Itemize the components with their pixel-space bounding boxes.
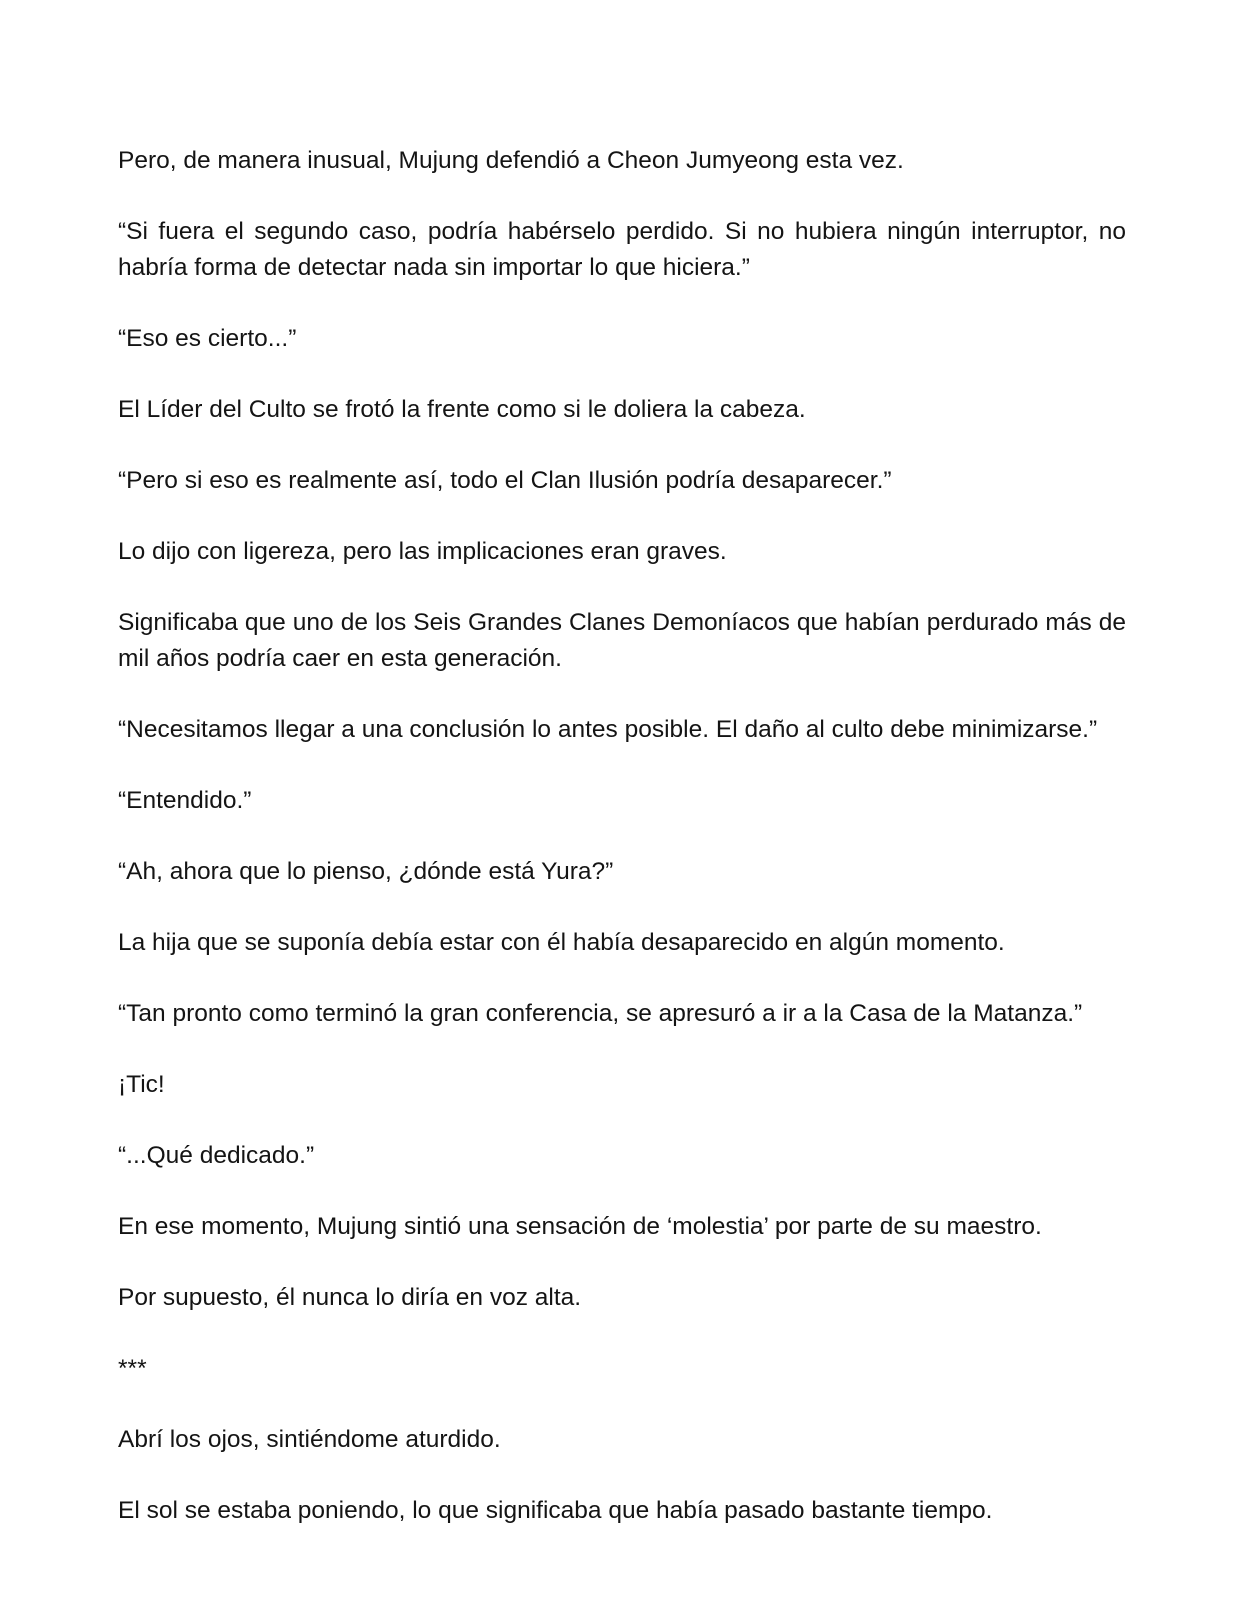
paragraph: En ese momento, Mujung sintió una sensación de ‘molestia’ por parte de su maestro.	[118, 1213, 1042, 1240]
document-body	[118, 143, 1126, 1529]
paragraph: Abrí los ojos, sintiéndome aturdido.	[118, 1426, 501, 1453]
paragraph: “...Qué dedicado.”	[118, 1142, 315, 1169]
paragraph: Por supuesto, él nunca lo diría en voz alta.	[118, 1284, 582, 1311]
paragraph: El sol se estaba poniendo, lo que significaba que había pasado bastante tiempo.	[118, 1497, 993, 1524]
paragraph: “Entendido.”	[118, 787, 252, 814]
paragraph: “Si fuera el segundo caso, podría habérselo perdido. Si no hubiera ningún interruptor, no habría forma de detectar nada sin importar lo que hiciera.”	[118, 218, 1126, 281]
paragraph: “Eso es cierto...”	[118, 325, 297, 352]
paragraph: El Líder del Culto se frotó la frente como si le doliera la cabeza.	[118, 396, 806, 423]
paragraph: Pero, de manera inusual, Mujung defendió a Cheon Jumyeong esta vez.	[118, 147, 904, 174]
paragraph: La hija que se suponía debía estar con él había desaparecido en algún momento.	[118, 929, 1005, 956]
scene-break: ***	[118, 1355, 147, 1382]
paragraph: “Ah, ahora que lo pienso, ¿dónde está Yura?”	[118, 858, 614, 885]
paragraph: Significaba que uno de los Seis Grandes Clanes Demoníacos que habían perdurado más de mil años podría caer en esta generación.	[118, 609, 1126, 672]
paragraph: ¡Tic!	[118, 1071, 165, 1098]
paragraph: “Necesitamos llegar a una conclusión lo antes posible. El daño al culto debe minimizarse.”	[118, 716, 1098, 743]
paragraph: “Tan pronto como terminó la gran conferencia, se apresuró a ir a la Casa de la Matanza.”	[118, 1000, 1083, 1027]
paragraph: Lo dijo con ligereza, pero las implicaciones eran graves.	[118, 538, 727, 565]
paragraph: “Pero si eso es realmente así, todo el Clan Ilusión podría desaparecer.”	[118, 467, 892, 494]
